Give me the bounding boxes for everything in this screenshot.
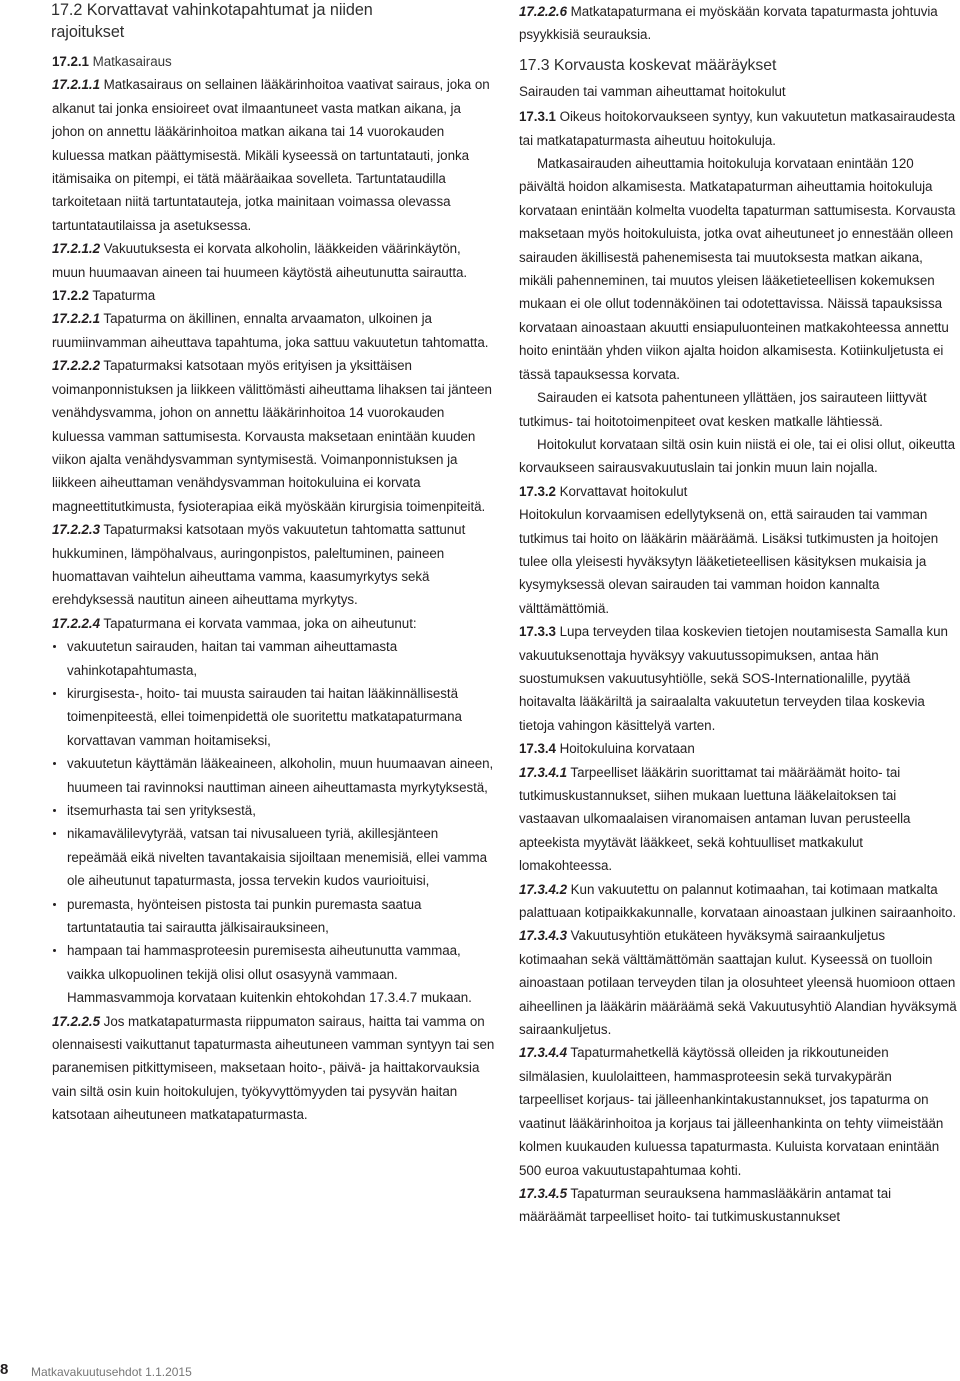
page-number: 8 [0,1361,9,1378]
paragraph-17-2-1-2: 17.2.1.2 Vakuutuksesta ei korvata alkoholin, lääkkeiden väärinkäytön, muun huumaavan aineen tai huumeen käytöstä aiheutunutta sairautta. [52,241,468,280]
paragraph-17-3-4-3: 17.3.4.3 Vakuutusyhtiön etukäteen hyväksymä sairaankuljetus kotimaahan sekä välttämättömän saattajan kulut. Kyseessä on tuolloin ainoastaan potilaan terveyden tilan ja olosuhteet yleensä huomioon ottaen aiheellinen ja lääkärin määräämä sekä Vakuutusyhtiö Alandian hyväksymä sairaankuljetus. [519,928,957,1038]
heading-17-2-2: 17.2.2 Tapaturma [52,288,156,304]
list-item: itsemurhasta tai sen yrityksestä, [52,799,496,822]
paragraph-17-2-2-6: 17.2.2.6 Matkatapaturmana ei myöskään korvata tapaturmasta johtuvia psyykkisiä seurauksia. [519,4,938,43]
paragraph-17-3-2: Hoitokulun korvaamisen edellytyksenä on, että sairauden tai vamman tutkimus tai hoito on lääkärin määräämä. Lisäksi tutkimusten ja hoitojen tulee olla yleisesti hyväksytyn lääketieteellisen käsityksen mukaisia ja kysymyksessä olevan sairauden tai vamman hoidon kannalta välttämättömiä. [519,507,939,616]
paragraph-17-3-1: 17.3.1 Oikeus hoitokorvaukseen syntyy, kun vakuutetun matkasairaudesta tai matkatapaturmasta aiheutuu hoitokuluja. [519,109,956,148]
list-item: vakuutetun sairauden, haitan tai vamman aiheuttamasta vahinkotapahtumasta, [52,635,496,682]
paragraph-17-3-4-2: 17.3.4.2 Kun vakuutettu on palannut kotimaahan, tai kotimaan matkalta palattuaan kotipaikkakunnalle, korvataan ainoastaan julkinen sairaanhoito. [519,881,957,921]
paragraph-17-3-4-5: 17.3.4.5 Tapaturman seurauksena hammaslääkärin antamat tai määräämät tarpeelliset hoito- tai tutkimuskustannukset [519,1185,892,1225]
paragraph-17-2-2-3: 17.2.2.3 Tapaturmaksi katsotaan myös vakuutetun tahtomatta sattunut hukkuminen, lämpöhalvaus, auringonpistos, paleltuminen, paineen huomattavan vaihtelun aiheuttama vamma, kaasumyrkytys sekä erehdyksessä nautitun aineen aiheuttama myrkytys. [52,522,466,608]
list-item: hampaan tai hammasproteesin puremisesta aiheutunutta vammaa, vaikka ulkopuolinen tekijä olisi ollut osasyynä vammaan. Hammasvammoja korvataan kuitenkin ehtokohdan 17.3.4.7 mukaan. [52,939,496,1009]
section-title-17-2: 17.2 Korvattavat vahinkotapahtumat ja niiden rajoitukset [51,1,373,41]
list-item: puremasta, hyönteisen pistosta tai punkin puremasta saatua tartuntatautia tai sairautta jälkisairauksineen, [52,893,496,940]
heading-17-3-2: 17.3.2 Korvattavat hoitokulut [519,483,688,499]
paragraph-17-3-3: 17.3.3 Lupa terveyden tilaa koskevien tietojen noutamisesta Samalla kun vakuutuksenottaja hyväksyy vakuutussopimuksen, antaa hän suostumuksen vakuutusyhtiölle, sekä SOS-Internationalille, pyytää hoitavalta lääkäriltä ja sairaalalta vakuutetun terveyden tilaa koskevia tietoja vahingon käsittelyä varten. [519,624,948,733]
paragraph-17-3-1-c: Sairauden ei katsota pahentuneen yllättäen, jos sairauteen liittyvät tutkimus- tai hoitotoimenpiteet ovat kesken matkalle lähtiessä. [519,390,927,429]
paragraph-17-2-2-4: 17.2.2.4 Tapaturmana ei korvata vammaa, joka on aiheutunut: [52,615,417,631]
paragraph-17-3-4-1: 17.3.4.1 Tarpeelliset lääkärin suorittamat tai määräämät hoito- tai tutkimuskustannukset, siihen mukaan luettuna lääkelaitoksen tai vastaavan ulkomaalaisen viranomaisen antaman luvan perusteella apteekista myytävät lääkkeet, sekä kohtuulliset matkakulut lomakohteessa. [519,764,911,874]
left-column [52,0,496,1127]
paragraph-17-2-2-2: 17.2.2.2 Tapaturmaksi katsotaan myös erityisen ja yksittäisen voimanponnistuksen ja liikkeen välittömästi aiheuttama lihaksen tai jänteen venähdysvamma, johon on annettu lääkärinhoitoa 14 vuorokauden kuluessa vamman sattumisesta. Korvausta maksetaan enintään kuuden viikon ajalta venähdysvamman syntymisestä. Voimanponnistuksen ja liikkeen aiheuttaman venähdysvamman hoitokuluina ei korvata magneettitutkimusta, fysioterapiaa eikä myöskään kirurgisia toimenpiteitä. [52,358,492,514]
section-title-17-3: 17.3 Korvausta koskevat määräykset [519,56,777,74]
paragraph-17-3-4-4: 17.3.4.4 Tapaturmahetkellä käytössä olleiden ja rikkoutuneiden silmälasien, kuulolaitteen, hammasproteesin sekä turvakypärän tarpeelliset korjaus- tai jälleenhankintakustannukset, jos tapaturma on vaatinut lääkärinhoitoa ja korjaus tai jälleenhankinta on tehty viimeistään kolmen kuukauden kuluessa tapaturmasta. Kuluista korvataan enintään 500 euroa vakuutustapahtumaa kohti. [519,1045,944,1178]
paragraph-17-2-2-5: 17.2.2.5 Jos matkatapaturmasta riippumaton sairaus, haitta tai vamma on olennaisesti vaikuttanut tapaturmasta aiheutuneen vamman syntyyn tai sen paranemisen pitkittymiseen, maksetaan hoito-, päivä- ja haittakorvauksia vain siltä osin kuin hoitokulujen, työkyvyttömyyden tai pysyvän haitan katsotaan aiheutuneen matkatapaturmasta. [52,1013,495,1123]
paragraph-17-2-1-1: 17.2.1.1 Matkasairaus on sellainen lääkärinhoitoa vaativat sairaus, joka on alkanut tai jonka ensioireet ovat ilmaantuneet vasta matkan aikana, ja johon on annettu lääkärinhoitoa matkan aikana tai 14 vuorokauden kuluessa matkan päättymisestä. Mikäli kyseessä on tartuntatauti, jonka itämisaika on pitempi, ei tätä määräaikaa sovelleta. Tartuntataudilla tarkoitetaan niitä tartuntatauteja, jotka mainitaan voimassa olevassa tartuntatautilaissa ja asetuksessa. [52,77,490,233]
paragraph-17-2-2-1: 17.2.2.1 Tapaturma on äkillinen, ennalta arvaamaton, ulkoinen ja ruumiinvamman aiheuttava tapahtuma, joka sattuu vakuutetun tahtomatta. [52,311,489,350]
document-title: Matkavakuutusehdot 1.1.2015 [31,1365,192,1379]
subheading-medical-costs: Sairauden tai vamman aiheuttamat hoitokulut [519,83,786,99]
paragraph-17-3-1-b: Matkasairauden aiheuttamia hoitokuluja korvataan enintään 120 päivältä hoidon alkamisesta. Matkatapaturman aiheuttamia hoitokuluja korvataan enintään kolmelta vuodelta tapaturman sattumisesta. Korvausta maksetaan myös hoitokuluista, jotka ovat aiheutuneet jo ennestään olleen sairauden äkillisestä pahenemisesta tai muutoksesta matkan aikana, mikäli pahenneminen, tai muutos yleisen lääketieteellisen kokemuksen mukaan ei ole ollut todennäköinen tai odotettavissa. Näissä tapauksissa korvataan ainoastaan akuutti ensiapuluonteinen matkakohteessa annettu hoito enintään yhden viikon ajalta hoidon alkamisesta. Kotiinkuljetusta ei tässä tapauksessa korvata. [519,156,956,382]
heading-17-3-4: 17.3.4 Hoitokuluina korvataan [519,741,695,757]
right-column [519,0,957,1229]
list-item: nikamavälilevytyrää, vatsan tai nivusalueen tyriä, akillesjänteen repeämää eikä nivelten tavantakaisia sijoiltaan menemisiä, ellei vamma ole aiheutunut tapaturmasta, jossa tervekin kudos vaurioituisi, [52,822,496,892]
exclusion-list [52,635,496,1010]
heading-17-2-1: 17.2.1 Matkasairaus [52,54,172,69]
list-item: vakuutetun käyttämän lääkeaineen, alkoholin, muun huumaavan aineen, huumeen tai ravinnoksi nauttiman aineen aiheuttamasta myrkytyksestä, [52,752,496,799]
paragraph-17-3-1-d: Hoitokulut korvataan siltä osin kuin niistä ei ole, tai ei olisi ollut, oikeutta korvaukseen sairausvakuutuslain tai jonkin muun lain nojalla. [519,436,956,476]
list-item: kirurgisesta-, hoito- tai muusta sairauden tai haitan lääkinnällisestä toimenpiteestä, ellei toimenpidettä ole suoritettu matkatapaturmana korvattavan vamman hoitamiseksi, [52,682,496,752]
